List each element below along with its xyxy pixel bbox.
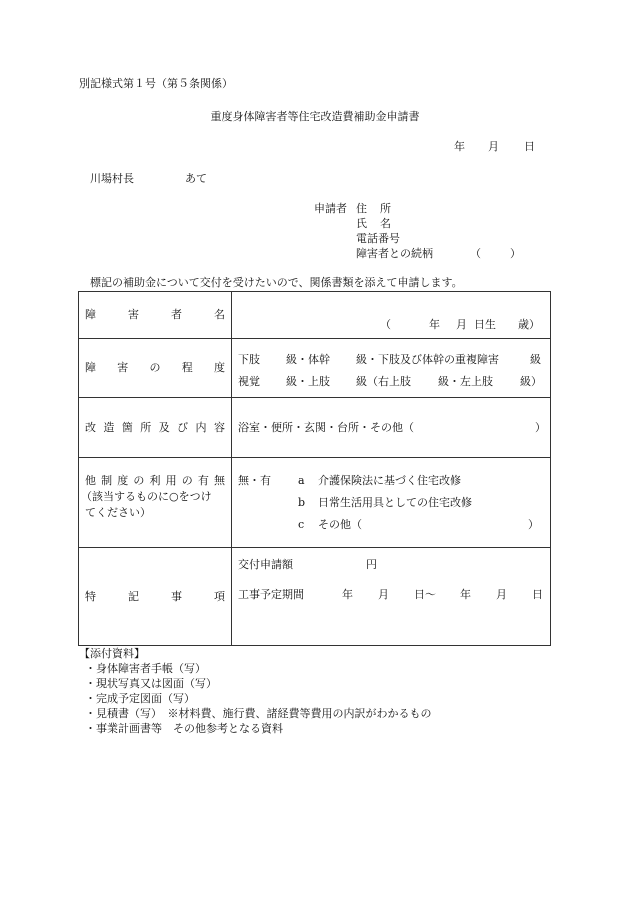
degree-upper-limb: 級・上肢 — [286, 375, 330, 388]
label-char: 箇 — [121, 420, 133, 434]
address-char: 住 — [356, 202, 367, 215]
option-c-paren-close: ） — [528, 518, 539, 531]
label-other-systems-note-1: （該当するものに○をつけ — [81, 490, 212, 504]
label-char: 事 — [171, 589, 182, 603]
birth-month: 月 — [456, 318, 467, 331]
label-modification-location — [79, 421, 231, 434]
label-char: 程 — [181, 361, 193, 375]
date-day: 日 — [524, 140, 535, 153]
applicant-label: 申請者 — [314, 202, 347, 215]
table-row-name — [79, 292, 551, 339]
relation-paren-close: ） — [510, 247, 521, 260]
attachment-item: ・見積書（写） ※材料費、施行費、諸経費等費用の内訳がわかるもの — [85, 707, 432, 720]
label-char: 利 — [149, 474, 161, 487]
degree-combined: 級・下肢及び体幹の重複障害 — [356, 353, 499, 366]
period-start-month: 月 — [378, 588, 389, 601]
label-char: 造 — [103, 420, 115, 434]
label-special-notes — [79, 590, 231, 603]
label-char: 障 — [85, 361, 96, 375]
label-char: 有 — [197, 474, 209, 487]
label-degree-of-disability — [79, 361, 231, 374]
label-char: 制 — [101, 474, 113, 487]
period-start-year: 年 — [342, 588, 353, 601]
table-row-other-systems — [79, 458, 551, 548]
age: 歳） — [518, 318, 540, 331]
label-char: 項 — [214, 589, 225, 603]
name-char: 名 — [380, 217, 391, 230]
label-char: 度 — [117, 474, 129, 487]
document-title: 重度身体障害者等住宅改造費補助金申請書 — [210, 110, 420, 123]
degree-of-disability-field[interactable] — [232, 339, 551, 398]
option-a-text[interactable]: 介護保険法に基づく住宅改修 — [318, 474, 461, 487]
label-char: 者 — [171, 308, 182, 322]
modification-paren-close: ） — [535, 421, 546, 434]
period-start-day: 日～ — [414, 588, 436, 601]
addressee-name: 川場村長 — [90, 172, 134, 185]
label-char: の — [133, 474, 145, 487]
period-end-month: 月 — [496, 588, 507, 601]
grant-amount-label: 交付申請額 — [238, 558, 293, 571]
construction-period-label: 工事予定期間 — [238, 588, 304, 601]
label-cell — [79, 339, 232, 398]
degree-trunk: 級・体幹 — [286, 353, 330, 366]
application-table — [78, 291, 551, 646]
none-or-yes[interactable]: 無・有 — [238, 474, 271, 487]
label-char: 記 — [128, 589, 139, 603]
label-char: 障 — [85, 308, 96, 322]
name-char: 氏 — [356, 217, 367, 230]
label-char: 用 — [165, 474, 177, 487]
attachment-item: ・完成予定図面（写） — [85, 692, 195, 705]
date-year: 年 — [454, 140, 465, 153]
label-char: 度 — [214, 361, 225, 375]
label-char: 及 — [158, 420, 170, 434]
degree-left-upper-grade: 級） — [520, 375, 542, 388]
label-char: 名 — [214, 308, 225, 322]
birth-day: 日生 — [474, 318, 496, 331]
grant-amount-unit: 円 — [366, 558, 377, 571]
label-char: 無 — [214, 474, 225, 487]
attachment-item: ・現状写真又は図面（写） — [85, 677, 217, 690]
address-char: 所 — [380, 202, 391, 215]
attachment-item: ・身体障害者手帳（写） — [85, 662, 206, 675]
disabled-person-name-field[interactable] — [232, 292, 551, 339]
degree-vision: 視覚 — [238, 375, 260, 388]
label-char: 害 — [128, 308, 139, 322]
applicant-phone-label: 電話番号 — [356, 232, 400, 245]
label-cell — [79, 398, 232, 458]
degree-lower-limb: 下肢 — [238, 353, 260, 366]
form-number: 別記様式第１号（第５条関係） — [79, 77, 233, 90]
birth-paren-open: （ — [380, 318, 391, 331]
label-char: 改 — [85, 420, 96, 434]
birth-year: 年 — [429, 318, 440, 331]
table-row-special-notes — [79, 548, 551, 646]
label-other-systems-note-2: てください） — [85, 506, 151, 520]
special-notes-field[interactable] — [232, 548, 551, 646]
addressee-suffix: あて — [185, 172, 207, 185]
degree-right-upper: 級（右上肢 — [356, 375, 411, 388]
label-char: 害 — [117, 361, 129, 375]
option-c-letter: c — [298, 518, 305, 531]
label-char: 所 — [140, 420, 152, 434]
option-a-letter: a — [298, 474, 305, 487]
option-b-text[interactable]: 日常生活用具としての住宅改修 — [318, 496, 472, 509]
attachment-item: ・事業計画書等 その他参考となる資料 — [85, 722, 283, 735]
option-c-text[interactable]: その他（ — [318, 518, 362, 531]
modification-location-field[interactable] — [232, 398, 551, 458]
label-char: 内 — [195, 420, 207, 434]
relation-paren-open: （ — [470, 247, 481, 260]
label-cell — [79, 292, 232, 339]
label-other-systems — [79, 474, 231, 487]
period-end-day: 日 — [532, 588, 543, 601]
label-cell — [79, 458, 232, 548]
other-systems-field[interactable] — [232, 458, 551, 548]
option-b-letter: b — [298, 496, 306, 509]
modification-options: 浴室・便所・玄関・台所・その他（ — [238, 421, 414, 434]
label-cell — [79, 548, 232, 646]
label-char: び — [177, 420, 189, 434]
label-char: 容 — [213, 420, 225, 434]
degree-left-upper: 級・左上肢 — [438, 375, 493, 388]
intro-text: 標記の補助金について交付を受けたいので、関係書類を添えて申請します。 — [90, 276, 463, 289]
label-disabled-person-name — [79, 308, 231, 321]
table-row-degree — [79, 339, 551, 398]
label-char: の — [181, 474, 193, 487]
table-row-modification — [79, 398, 551, 458]
degree-combined-grade: 級 — [530, 353, 541, 366]
label-char: の — [149, 361, 161, 375]
label-char: 特 — [85, 589, 96, 603]
attachments-heading: 【添付資料】 — [79, 647, 145, 660]
date-month: 月 — [488, 140, 499, 153]
applicant-relation-label: 障害者との続柄 — [356, 247, 433, 260]
label-char: 他 — [85, 474, 96, 487]
period-end-year: 年 — [460, 588, 471, 601]
